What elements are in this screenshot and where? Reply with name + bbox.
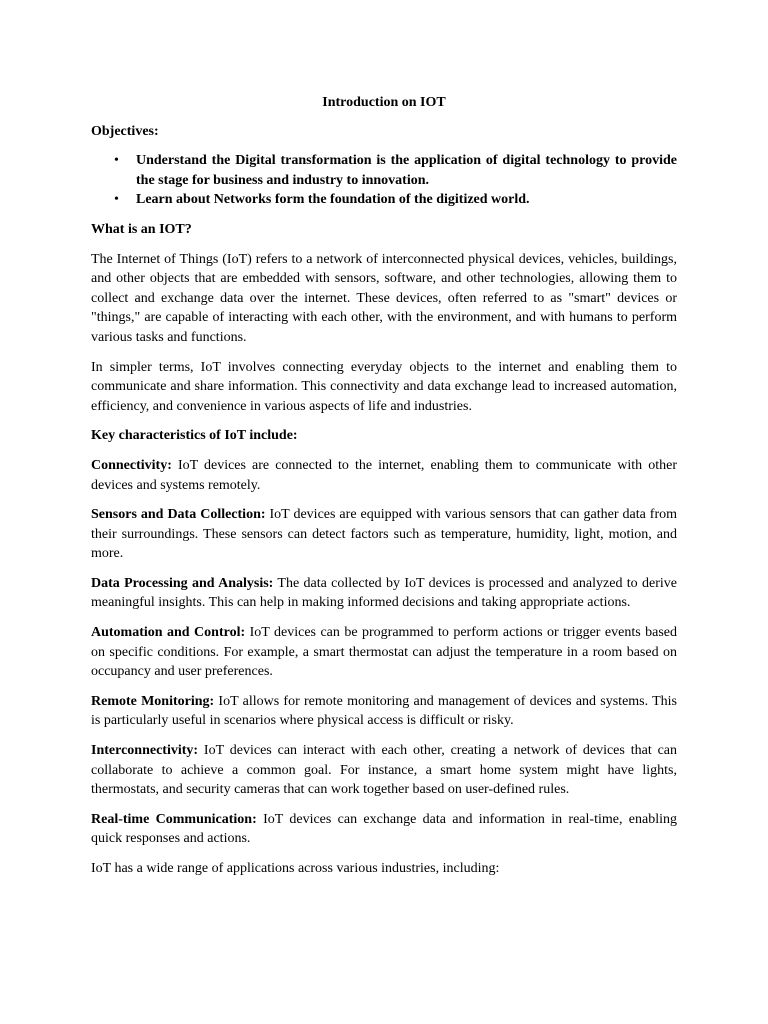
bullet-icon: • bbox=[114, 153, 119, 169]
document-page bbox=[91, 93, 677, 889]
closing-paragraph: IoT has a wide range of applications across various industries, including: bbox=[91, 861, 500, 876]
characteristic-paragraph bbox=[91, 574, 677, 613]
characteristic-text: IoT devices can exchange data and information in real-time, enabling quick responses and actions. bbox=[91, 811, 677, 847]
intro-paragraph: The Internet of Things (IoT) refers to a network of interconnected physical devices, vehicles, buildings, and other objects that are embedded with sensors, software, and other technologies, allowing them to collect and exchange data over the internet. These devices, often referred to as "smart" devices or "things," are capable of interacting with each other, with the environment, and with humans to perform various tasks and functions. bbox=[91, 251, 677, 345]
characteristic-text: IoT devices can be programmed to perform actions or trigger events based on specific conditions. For example, a smart thermostat can adjust the temperature in a room based on occupancy and user preferences. bbox=[91, 625, 677, 680]
characteristic-paragraph bbox=[91, 456, 677, 495]
objective-text: Understand the Digital transformation is the application of digital technology to provide the stage for business and industry to innovation. bbox=[136, 153, 677, 188]
objective-item bbox=[91, 190, 677, 210]
characteristic-paragraph bbox=[91, 692, 677, 731]
characteristic-term: Remote Monitoring: bbox=[91, 693, 215, 709]
intro-paragraph: In simpler terms, IoT involves connecting everyday objects to the internet and enabling them to communicate and share information. This connectivity and data exchange lead to increased automation, efficiency, and convenience in various aspects of life and industries. bbox=[91, 359, 677, 414]
characteristic-text: IoT devices can interact with each other, creating a network of devices that can collaborate to achieve a common goal. For instance, a smart home system might have lights, thermostats, and security cameras that can work together based on user-defined rules. bbox=[91, 743, 677, 798]
objectives-heading: Objectives: bbox=[91, 123, 159, 139]
characteristic-term: Data Processing and Analysis: bbox=[91, 575, 274, 591]
characteristic-term: Sensors and Data Collection: bbox=[91, 507, 266, 523]
objective-item bbox=[91, 151, 677, 190]
what-is-iot-heading: What is an IOT? bbox=[91, 221, 192, 237]
characteristic-term: Connectivity: bbox=[91, 457, 172, 473]
bullet-icon: • bbox=[114, 192, 119, 208]
characteristics-heading: Key characteristics of IoT include: bbox=[91, 428, 298, 444]
characteristic-paragraph bbox=[91, 741, 677, 800]
characteristic-text: IoT devices are equipped with various sensors that can gather data from their surroundings. These sensors can detect factors such as temperature, humidity, light, motion, and more. bbox=[91, 507, 677, 562]
objective-text: Learn about Networks form the foundation of the digitized world. bbox=[136, 192, 530, 208]
characteristic-term: Real-time Communication: bbox=[91, 811, 257, 827]
characteristic-paragraph bbox=[91, 810, 677, 849]
characteristic-text: IoT devices are connected to the internet, enabling them to communicate with other devices and systems remotely. bbox=[91, 457, 677, 493]
characteristic-term: Automation and Control: bbox=[91, 625, 246, 641]
characteristic-paragraph bbox=[91, 623, 677, 682]
characteristic-paragraph bbox=[91, 505, 677, 564]
characteristic-text: IoT allows for remote monitoring and management of devices and systems. This is particularly useful in scenarios where physical access is difficult or risky. bbox=[91, 693, 677, 729]
objectives-list bbox=[91, 151, 677, 210]
characteristic-text: The data collected by IoT devices is processed and analyzed to derive meaningful insights. This can help in making informed decisions and taking appropriate actions. bbox=[91, 575, 677, 611]
document-title: Introduction on IOT bbox=[322, 95, 446, 110]
characteristic-term: Interconnectivity: bbox=[91, 743, 199, 759]
